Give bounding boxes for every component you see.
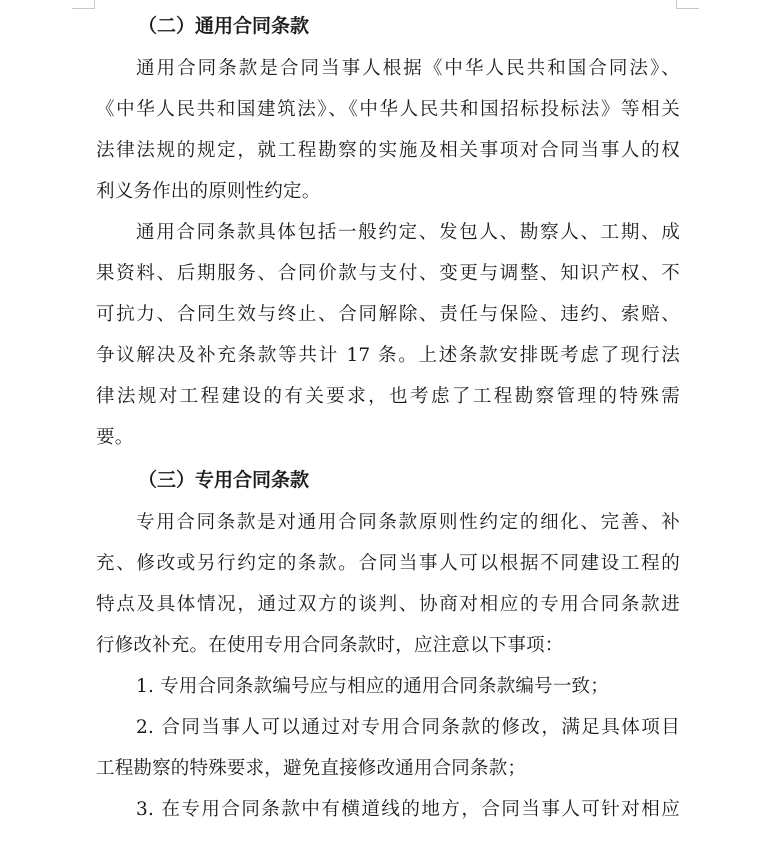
paragraph-general-terms-definition xyxy=(96,48,680,212)
text-line: 利义务作出的原则性约定。 xyxy=(96,181,321,202)
document-body xyxy=(96,8,680,830)
text-line: 可抗力、合同生效与终止、合同解除、责任与保险、违约、索赔、 xyxy=(96,304,680,325)
text-line: 专用合同条款是对通用合同条款原则性约定的细化、完善、补 xyxy=(136,512,680,533)
text-line: 法律法规的规定，就工程勘察的实施及相关事项对合同当事人的权 xyxy=(96,140,680,161)
text-line: 充、修改或另行约定的条款。合同当事人可以根据不同建设工程的 xyxy=(96,553,680,574)
text-line: 通用合同条款是合同当事人根据《中华人民共和国合同法》、 xyxy=(136,58,680,79)
list-item-2 xyxy=(96,707,680,789)
text-line: 律法规对工程建设的有关要求，也考虑了工程勘察管理的特殊需 xyxy=(96,386,680,407)
list-item-3 xyxy=(96,789,680,830)
text-line: 行修改补充。在使用专用合同条款时，应注意以下事项： xyxy=(96,635,564,656)
text-line: 1. 专用合同条款编号应与相应的通用合同条款编号一致； xyxy=(136,676,609,697)
text-line: 要。 xyxy=(96,427,134,448)
text-line: 《中华人民共和国建筑法》、《中华人民共和国招标投标法》等相关 xyxy=(96,99,680,120)
text-line: 通用合同条款具体包括一般约定、发包人、勘察人、工期、成 xyxy=(136,222,680,243)
paragraph-special-terms-definition xyxy=(96,502,680,666)
list-item-1 xyxy=(96,666,680,707)
section-heading-special-terms: （三）专用合同条款 xyxy=(138,469,310,491)
text-line: 3. 在专用合同条款中有横道线的地方，合同当事人可针对相应 xyxy=(136,799,680,820)
text-line: 争议解决及补充条款等共计 17 条。上述条款安排既考虑了现行法 xyxy=(96,345,680,366)
text-line: 果资料、后期服务、合同价款与支付、变更与调整、知识产权、不 xyxy=(96,263,680,284)
crop-mark-top-left xyxy=(72,0,95,9)
text-line: 特点及具体情况，通过双方的谈判、协商对相应的专用合同条款进 xyxy=(96,594,680,615)
text-line: 2. 合同当事人可以通过对专用合同条款的修改，满足具体项目 xyxy=(136,717,680,738)
paragraph-general-terms-contents xyxy=(96,212,680,458)
text-line: 工程勘察的特殊要求，避免直接修改通用合同条款； xyxy=(96,758,527,779)
section-heading-general-terms: （二）通用合同条款 xyxy=(138,15,310,37)
